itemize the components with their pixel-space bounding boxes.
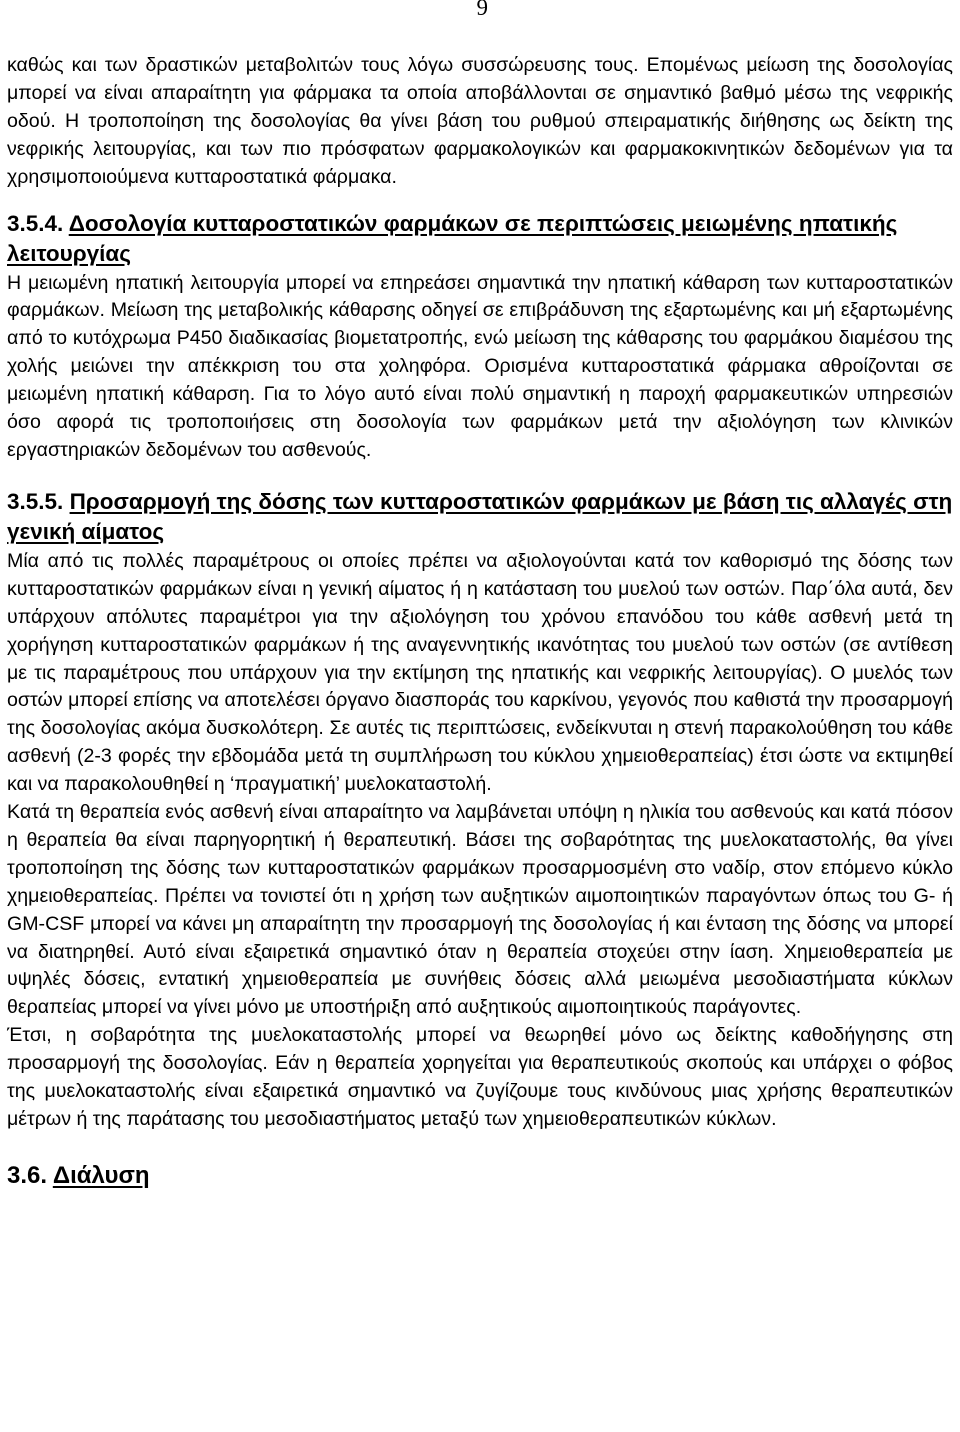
section-number: 3.5.5. [7,488,64,514]
section-title: Δοσολογία κυτταροστατικών φαρμάκων σε περιπτώσεις μειωμένης ηπατικής λειτουργίας [7,210,898,267]
section-title: Διάλυση [52,1161,150,1189]
section-3-5-5-paragraph: Έτσι, η σοβαρότητα της μυελοκαταστολής μπορεί να θεωρηθεί μόνο ως δείκτης καθοδήγησης στη προσαρμογή της δοσολογίας. Εάν η θεραπεία χορηγείται για θεραπευτικούς σκοπούς και υπάρχει ο φόβος της μυελοκαταστολής είναι εξαιρετικά σημαντικό να ζυγίζουμε τους κινδύνους μιας χρήσης θεραπευτικών μέτρων ή της παράτασης του μεσοδιαστήματος μεταξύ των χημειοθεραπευτικών κύκλων. [7,1024,953,1130]
document-body [7,52,953,1192]
section-number: 3.6. [7,1161,48,1189]
section-3-5-5-paragraph: Κατά τη θεραπεία ενός ασθενή είναι απαραίτητο να λαμβάνεται υπόψη η ηλικία του ασθενούς και κατά πόσον η θεραπεία θα είναι παρηγορητική ή θεραπευτική. Βάσει της σοβαρότητας της μυελοκαταστολής, θα γίνει τροποποίηση της δόσης των κυτταροστατικών φαρμάκων προσαρμοσμένη στο ναδίρ, στον επόμενο κύκλο χημειοθεραπείας. Πρέπει να τονιστεί ότι η χρήση των αυξητικών αιμοποιητικών παραγόντων όπως του G- ή GM-CSF μπορεί να κάνει μη απαραίτητη την προσαρμογή της δοσολογίας ή και ένταση της δόσης να μπορεί να διατηρηθεί. Αυτό είναι εξαιρετικά σημαντικό όταν η θεραπεία στοχεύει στην ίαση. Χημειοθεραπεία με υψηλές δόσεις, εντατική χημειοθεραπεία με συνήθεις δόσεις αλλά μειωμένα μεσοδιαστήματα κύκλων θεραπείας μπορεί να γίνει μόνο με υποστήριξη από αυξητικούς αιμοποιητικούς παράγοντες. [7,801,953,1019]
intro-paragraph: καθώς και των δραστικών μεταβολιτών τους λόγω συσσώρευσης τους. Επομένως μείωση της δοσολογίας μπορεί να είναι απαραίτητη για φάρμακα τα οποία αποβάλλονται σε σημαντικό βαθμό μέσω της νεφρικής οδού. Η τροποποίηση της δοσολογίας θα γίνει βάση του ρυθμού σπειραματικής διήθησης ως δείκτη της νεφρικής λειτουργίας, και των πιο πρόσφατων φαρμακολογικών και φαρμακοκινητικών δεδομένων για τα χρησιμοποιούμενα κυτταροστατικά φάρμακα. [7,54,953,188]
section-3-5-5-paragraph: Μία από τις πολλές παραμέτρους οι οποίες πρέπει να αξιολογούνται κατά τον καθορισμό της δόσης των κυτταροστατικών φαρμάκων είναι η γενική αίματος ή η κατάσταση του μυελού των οστών. Παρ΄όλα αυτά, δεν υπάρχουν απόλυτες παραμέτροι για την αξιολόγηση του χρόνου επανόδου του κάθε ασθενή μετά τη χορήγηση κυτταροστατικών φαρμάκων ή της αναγεννητικής ικανότητας του μυελού των οστών (σε αντίθεση με τις παραμέτρους που υπάρχουν για την εκτίμηση της ηπατικής και νεφρικής λειτουργίας). Ο μυελός των οστών μπορεί επίσης να αποτελέσει όργανο διασποράς του καρκίνου, γεγονός που καθιστά την προσαρμογή της δοσολογίας ακόμα δυσκολότερη. Σε αυτές τις περιπτώσεις, ενδείκνυται η στενή παρακολούθηση του κάθε ασθενή (2-3 φορές την εβδομάδα μετά τη συμπλήρωση του κύκλου χημειοθεραπείας) έτσι ώστε να εκτιμηθεί και να παρακολουθηθεί η ‘πραγματική’ μυελοκαταστολή. [7,549,953,796]
section-3-5-4-body: Η μειωμένη ηπατική λειτουργία μπορεί να επηρεάσει σημαντικά την ηπατική κάθαρση των κυτταροστατικών φαρμάκων. Μείωση της μεταβολικής κάθαρσης οδηγεί σε επιβράδυνση της εξαρτωμένης και μή εξαρτωμένης από το κυτόχρωμα P450 διαδικασίας βιομετατροπής, ενώ μείωση της κάθαρσης του φαρμάκου διαμέσου της χολής μειώνει την απέκκριση του στα χοληφόρα. Ορισμένα κυτταροστατικά φάρμακα αθροίζονται σε μειωμένη ηπατική κάθαρση. Για το λόγο αυτό είναι πολύ σημαντική η παροχή φαρμακευτικών υπηρεσιών όσο αφορά τις τροποποιήσεις στη δοσολογία των φαρμάκων μετά την αξιολόγηση των κλινικών εργαστηριακών δεδομένων του ασθενούς. [7,271,953,461]
section-number: 3.5.4. [7,210,64,236]
section-3-5-5-heading [7,487,953,548]
section-3-5-4-heading [7,209,953,270]
page-number: 9 [476,0,488,20]
section-3-6-heading [7,1160,953,1192]
section-title: Προσαρμογή της δόσης των κυτταροστατικών φαρμάκων με βάση τις αλλαγές στη γενική αίματος [7,488,953,545]
